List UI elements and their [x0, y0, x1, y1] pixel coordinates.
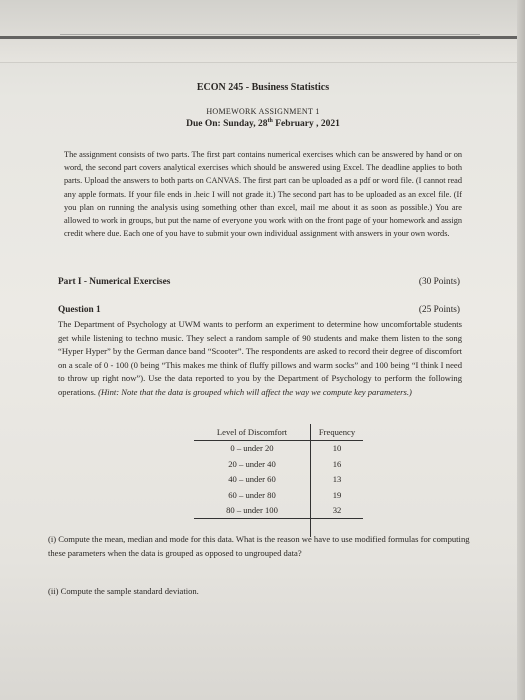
- table-row: [194, 487, 363, 503]
- table-cell: 13: [332, 474, 342, 485]
- intro-paragraph: The assignment consists of two parts. The first part contains numerical exercises which can be answered by hand or on word, the second part covers analytical exercises which should be answered using Excel. The deadline applies to both parts. Upload the answers to both parts on CANVAS. The first part can be uploaded as a pdf or word file. (I cannot read any apple formats. If your file ends in .heic I will not grade it.) The second part has to be uploaded as an excel file. (If you plan on running the analysis using something other than excel, mail me about it as soon as possible.) You are allowed to work in groups, but put the name of everyone you work with on the front page of your homework and assign credit where due. Each one of you have to submit your own individual assignment with answers in your own words.: [64, 150, 462, 239]
- frequency-table: [194, 424, 363, 537]
- header-frequency: Frequency: [311, 424, 364, 440]
- faint-line: [60, 34, 480, 35]
- question1-heading: [58, 305, 460, 315]
- table-cell: 19: [332, 489, 342, 500]
- assignment-subtitle: HOMEWORK ASSIGNMENT 1: [206, 107, 320, 116]
- page-edge-shadow: [517, 0, 525, 700]
- table-cell: 40 – under 60: [194, 472, 311, 488]
- due-date: [58, 118, 468, 129]
- table-header-row: [194, 424, 363, 440]
- previous-page-edge: [0, 0, 525, 63]
- table-cell: 0 – under 20: [194, 440, 311, 456]
- table-cell: 10: [332, 443, 342, 454]
- table-cell: 16: [332, 458, 342, 469]
- table-cell: 32: [311, 503, 364, 519]
- pen-stroke: [0, 36, 525, 39]
- question1-part-ii: (ii) Compute the sample standard deviation.: [48, 586, 199, 596]
- table-cell: 60 – under 80: [194, 487, 311, 503]
- part1-title: Part I - Numerical Exercises: [58, 277, 171, 287]
- question1-hint: (Hint: Note that the data is grouped which will affect the way we compute key parameters.): [98, 386, 412, 397]
- table-row: [194, 456, 363, 472]
- question1-text: [58, 318, 462, 400]
- question1-title: Question 1: [58, 305, 101, 315]
- course-title: ECON 245 - Business Statistics: [196, 82, 330, 93]
- table-cell: 20 – under 40: [194, 456, 311, 472]
- question1-points: (25 Points): [418, 305, 460, 315]
- table-row: [194, 472, 363, 488]
- due-rest: February , 2021: [272, 119, 340, 130]
- part1-points: (30 Points): [418, 277, 460, 287]
- header-level: Level of Discomfort: [194, 424, 311, 440]
- part1-heading: [58, 277, 460, 287]
- table-row: [194, 440, 363, 456]
- due-label: Due On:: [186, 119, 221, 130]
- due-sup: th: [267, 118, 273, 124]
- question1-body: The Department of Psychology at UWM wants to perform an experiment to determine how uncomfortable students get while listening to techno music. They select a random sample of 90 students and make them listen to the song “Hyper Hyper” by the German dance band “Scooter”. The respondents are asked to record their degree of discomfort on a scale of 0 - 100 (0 being “This makes me think of fluffy pillows and warm socks” and 100 being “I think I need to throw up right now”). Use the data reported to you by the Department of Psychology to perform the following operations.: [58, 319, 462, 397]
- table-cell: 80 – under 100: [194, 503, 311, 519]
- due-day: Sunday, 28: [223, 119, 268, 130]
- question1-part-i: (i) Compute the mean, median and mode for this data. What is the reason we have to use modified formulas for computing these parameters when the data is grouped as opposed to ungrouped data?: [48, 534, 470, 558]
- table-row: [194, 503, 363, 519]
